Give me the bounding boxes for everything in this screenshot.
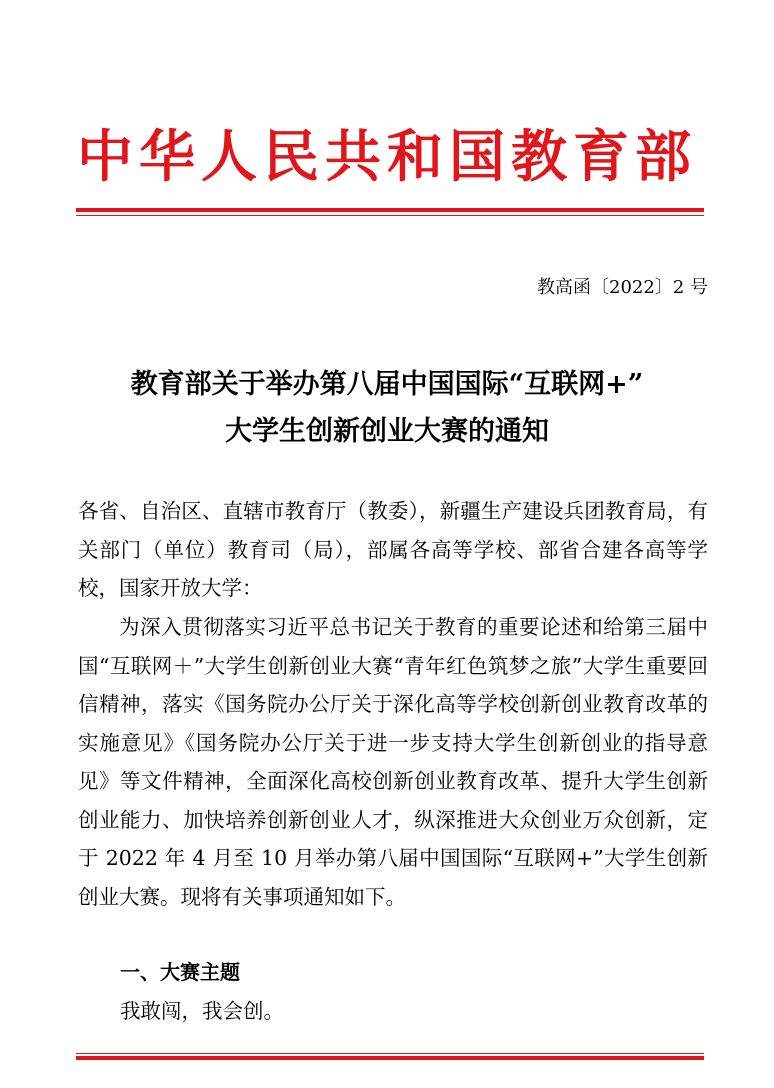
body-paragraph-1: 为深入贯彻落实习近平总书记关于教育的重要论述和给第三届中国“互联网＋”大学生创新创业大赛“青年红色筑梦之旅”大学生重要回信精神，落实《国务院办公厅关于深化高等学校创新创业教育改革的实施意见》《国务院办公厅关于进一步支持大学生创新创业的指导意见》等文件精神，全面深化高校创新创业教育改革、提升大学生创新创业能力、加快培养创新创业人才，纵深推进大众创业万众创新，定于 2022 年 4 月至 10 月举办第八届中国国际“互联网+”大学生创新创业大赛。现将有关事项通知如下。 [78,615,708,909]
body-paragraph-block [78,608,708,916]
addressee-text: 各省、自治区、直辖市教育厅（教委），新疆生产建设兵团教育局，有关部门（单位）教育司（局），部属各高等学校、部省合建各高等学校，国家开放大学： [78,499,708,600]
section-text-theme: 我敢闯，我会创。 [120,999,284,1023]
header-red-rule-thin [76,215,704,216]
document-number: 教高函〔2022〕2 号 [537,277,708,298]
document-title-line2: 大学生创新创业大赛的通知 [225,416,549,447]
section-heading-theme: 一、大赛主题 [120,960,240,984]
issuing-authority-header: 中华人民共和国教育部 [77,125,697,190]
header-red-rule-thick [76,208,704,212]
footer-red-rule-thick [76,1056,704,1060]
document-title-line1: 教育部关于举办第八届中国国际“互联网+” [130,369,644,400]
footer-red-rule-thin [76,1053,704,1054]
addressee-block [78,492,708,608]
